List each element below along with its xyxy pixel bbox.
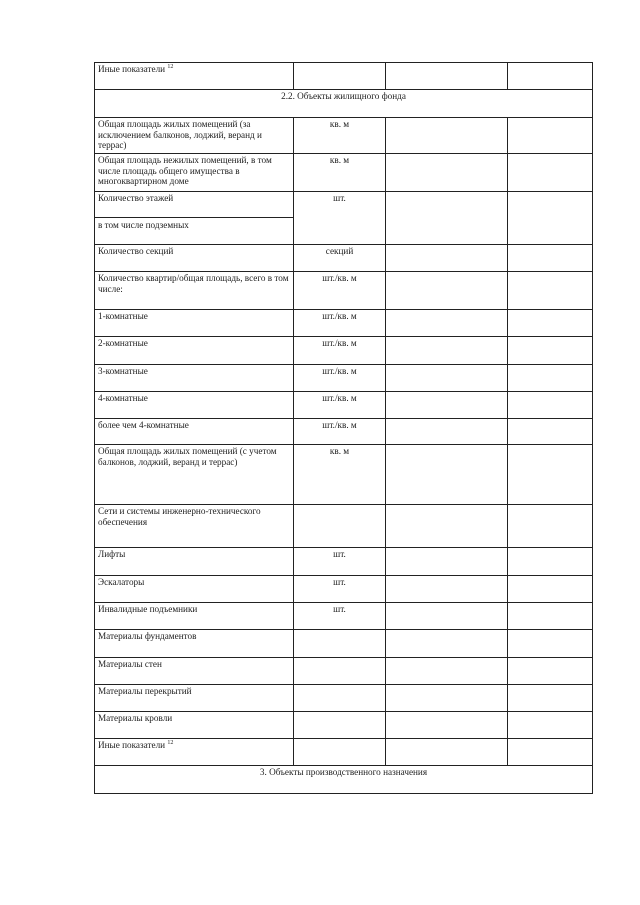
value-cell[interactable]: [508, 118, 593, 154]
unit-cell: [294, 685, 386, 712]
table-row: [95, 365, 593, 392]
value-cell[interactable]: [508, 365, 593, 392]
unit-cell: [294, 739, 386, 766]
value-cell[interactable]: [508, 272, 593, 310]
section-header-row: [95, 766, 593, 794]
section-header-row: [95, 90, 593, 118]
row-label: Эскалаторы: [95, 576, 294, 603]
row-sublabel: в том числе подземных: [95, 217, 293, 244]
row-label: 4-комнатные: [95, 392, 294, 419]
row-label: Общая площадь жилых помещений (за исключением балконов, лоджий, веранд и террас): [95, 118, 294, 154]
row-label: Количество секций: [95, 245, 294, 272]
row-label: Общая площадь нежилых помещений, в том числе площадь общего имущества в многоквартирном доме: [95, 154, 294, 192]
section-heading: 3. Объекты производственного назначения: [95, 766, 593, 794]
value-cell[interactable]: [386, 192, 508, 245]
row-label: [95, 739, 294, 766]
unit-cell: шт./кв. м: [294, 337, 386, 365]
value-cell[interactable]: [386, 365, 508, 392]
row-label: Материалы стен: [95, 658, 294, 685]
unit-cell: шт./кв. м: [294, 392, 386, 419]
unit-cell: [294, 658, 386, 685]
value-cell[interactable]: [386, 154, 508, 192]
value-cell[interactable]: [386, 712, 508, 739]
unit-cell: шт.: [294, 548, 386, 576]
value-cell[interactable]: [386, 118, 508, 154]
unit-cell: [294, 505, 386, 548]
row-label: Материалы кровли: [95, 712, 294, 739]
section-heading: 2.2. Объекты жилищного фонда: [95, 90, 593, 118]
row-label: Общая площадь жилых помещений (с учетом балконов, лоджий, веранд и террас): [95, 445, 294, 505]
value-cell[interactable]: [386, 445, 508, 505]
unit-cell: кв. м: [294, 118, 386, 154]
unit-cell: [294, 63, 386, 90]
value-cell[interactable]: [508, 658, 593, 685]
value-cell[interactable]: [508, 419, 593, 445]
table-row: [95, 392, 593, 419]
row-label: 2-комнатные: [95, 337, 294, 365]
table-row: [95, 576, 593, 603]
value-cell[interactable]: [386, 419, 508, 445]
value-cell[interactable]: [508, 576, 593, 603]
value-cell[interactable]: [386, 245, 508, 272]
value-cell[interactable]: [508, 712, 593, 739]
row-label: Количество квартир/общая площадь, всего в том числе:: [95, 272, 294, 310]
value-cell[interactable]: [386, 685, 508, 712]
table-row: [95, 630, 593, 658]
table-row: [95, 245, 593, 272]
row-label: 3-комнатные: [95, 365, 294, 392]
unit-cell: кв. м: [294, 154, 386, 192]
value-cell[interactable]: [508, 192, 593, 245]
unit-cell: шт.: [294, 576, 386, 603]
value-cell[interactable]: [508, 630, 593, 658]
row-label: Материалы перекрытий: [95, 685, 294, 712]
table-row: [95, 154, 593, 192]
unit-cell: шт.: [294, 192, 386, 245]
table-row: [95, 272, 593, 310]
value-cell[interactable]: [386, 576, 508, 603]
row-label-text: Количество этажей: [98, 193, 174, 203]
value-cell[interactable]: [386, 392, 508, 419]
row-label-text: Иные показатели: [98, 64, 166, 74]
indicators-table: [94, 62, 593, 794]
table-row: [95, 118, 593, 154]
unit-cell: шт./кв. м: [294, 310, 386, 337]
row-label: 1-комнатные: [95, 310, 294, 337]
table-row: [95, 192, 593, 245]
value-cell[interactable]: [508, 445, 593, 505]
value-cell[interactable]: [386, 505, 508, 548]
unit-cell: кв. м: [294, 445, 386, 505]
value-cell[interactable]: [386, 603, 508, 630]
value-cell[interactable]: [508, 739, 593, 766]
value-cell[interactable]: [386, 272, 508, 310]
row-label: более чем 4-комнатные: [95, 419, 294, 445]
row-label-text: Иные показатели: [98, 740, 166, 750]
unit-cell: шт./кв. м: [294, 272, 386, 310]
row-label: Материалы фундаментов: [95, 630, 294, 658]
value-cell[interactable]: [386, 310, 508, 337]
table-row: [95, 310, 593, 337]
value-cell[interactable]: [508, 337, 593, 365]
value-cell[interactable]: [386, 337, 508, 365]
row-label: Инвалидные подъемники: [95, 603, 294, 630]
value-cell[interactable]: [508, 392, 593, 419]
row-label: [95, 192, 294, 245]
table-row: [95, 337, 593, 365]
row-label: Сети и системы инженерно-технического обеспечения: [95, 505, 294, 548]
value-cell[interactable]: [508, 245, 593, 272]
table-row: [95, 739, 593, 766]
table-row: [95, 505, 593, 548]
table-row: [95, 658, 593, 685]
value-cell[interactable]: [508, 603, 593, 630]
table-row: [95, 548, 593, 576]
unit-cell: [294, 630, 386, 658]
value-cell[interactable]: [508, 310, 593, 337]
table-row: [95, 419, 593, 445]
value-cell[interactable]: [386, 658, 508, 685]
table-row: [95, 63, 593, 90]
value-cell[interactable]: [508, 63, 593, 90]
unit-cell: секций: [294, 245, 386, 272]
table-row: [95, 712, 593, 739]
footnote-ref: 12: [167, 63, 174, 70]
value-cell[interactable]: [386, 548, 508, 576]
value-cell[interactable]: [508, 548, 593, 576]
value-cell[interactable]: [386, 739, 508, 766]
unit-cell: [294, 712, 386, 739]
unit-cell: шт.: [294, 603, 386, 630]
value-cell[interactable]: [386, 63, 508, 90]
row-label: [95, 63, 294, 90]
value-cell[interactable]: [386, 630, 508, 658]
table-row: [95, 685, 593, 712]
value-cell[interactable]: [508, 685, 593, 712]
value-cell[interactable]: [508, 505, 593, 548]
row-label: Лифты: [95, 548, 294, 576]
value-cell[interactable]: [508, 154, 593, 192]
table-row: [95, 603, 593, 630]
table-row: [95, 445, 593, 505]
unit-cell: шт./кв. м: [294, 419, 386, 445]
unit-cell: шт./кв. м: [294, 365, 386, 392]
footnote-ref: 12: [167, 739, 174, 746]
